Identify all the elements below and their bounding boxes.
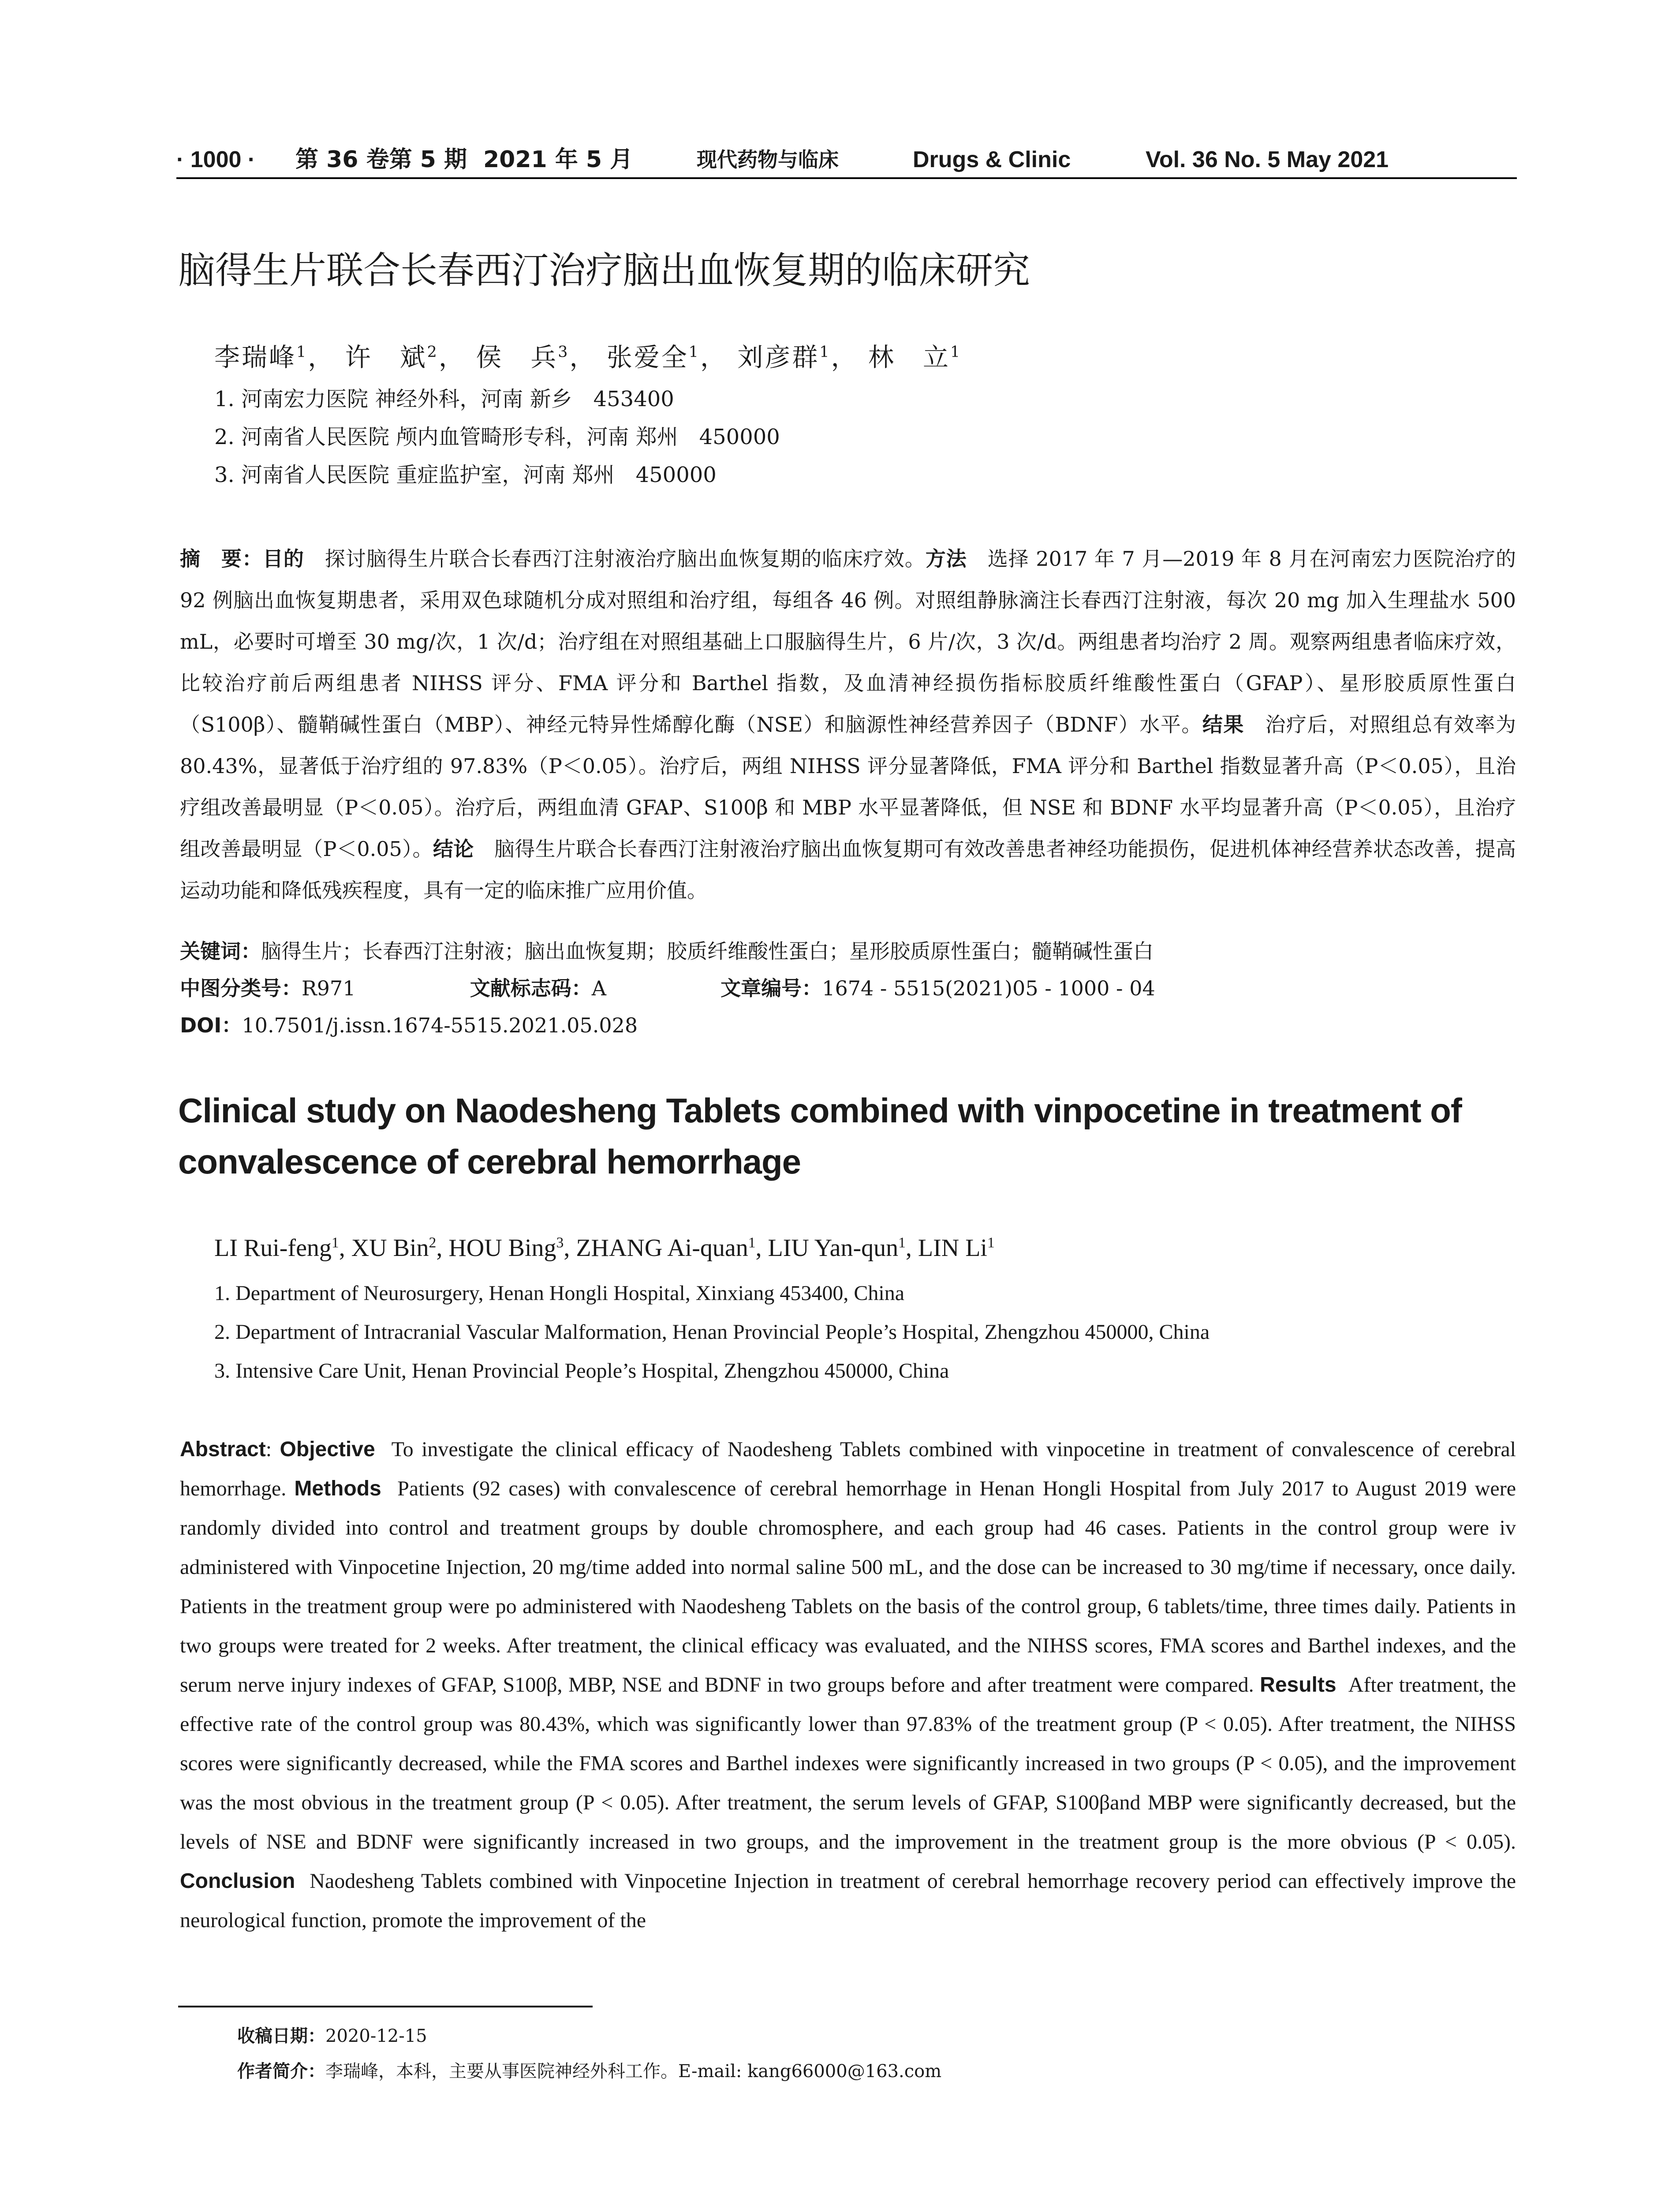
methods-label: 方法 bbox=[925, 547, 967, 571]
abstract-label: Abstract bbox=[180, 1438, 266, 1461]
footnote-rule bbox=[178, 2006, 593, 2007]
author-name: 李瑞峰 bbox=[214, 342, 297, 372]
doc-code-value: A bbox=[591, 976, 606, 1000]
methods-text: Patients (92 cases) with convalescence of cerebral hemorrhage in Henan Hongli Hospital from July 2017 to August 2019 were randomly divided into control and treatment groups by double chromosphere, and each group had 46 cases. Patients in the control group were iv administered with Vinpocetine Injection, 20 mg/time added into normal saline 500 mL, and the dose can be increased to 30 mg/time if necessary, once daily. Patients in the treatment group were po administered with Naodesheng Tablets on the basis of the control group, 6 tablets/time, three times daily. Patients in two groups were treated for 2 weeks. After treatment, the clinical efficacy was evaluated, and the NIHSS scores, FMA scores and Barthel indexes, and the serum nerve injury indexes of GFAP, S100β, MBP, NSE and BDNF in two groups before and after treatment were compared. bbox=[180, 1477, 1516, 1697]
author-affil-mark: 1 bbox=[331, 1234, 339, 1251]
author-name: 张爱全 bbox=[606, 342, 689, 372]
abstract-label: 摘 要： bbox=[180, 547, 263, 571]
objective-label: 目的 bbox=[262, 547, 304, 571]
footnote-received bbox=[237, 2022, 427, 2051]
article-number-label: 文章编号： bbox=[721, 976, 822, 1000]
author-name: XU Bin bbox=[351, 1234, 429, 1262]
author-affil-mark: 1 bbox=[898, 1234, 906, 1251]
author-name: 刘彦群 bbox=[737, 342, 820, 372]
results-label: Results bbox=[1260, 1673, 1337, 1697]
methods-label: Methods bbox=[294, 1477, 381, 1500]
author-affil-mark: 1 bbox=[987, 1234, 995, 1251]
author-name: ZHANG Ai-quan bbox=[576, 1234, 748, 1262]
results-text: 治疗后，对照组总有效率为 80.43%，显著低于治疗组的 97.83%（P＜0.05）。治疗后，两组 NIHSS 评分显著降低，FMA 评分和 Barthel 指数显著升高（P＜0.05），且治疗组改善最明显（P＜0.05）。治疗后，两组血清 GFAP、S100β 和 MBP 水平显著降低，但 NSE 和 BDNF 水平均显著升高（P＜0.05），且治疗组改善最明显（P＜0.05）。 bbox=[180, 713, 1516, 861]
conclusion-text: 脑得生片联合长春西汀注射液治疗脑出血恢复期可有效改善患者神经功能损伤，促进机体神经营养状态改善，提高运动功能和降低残疾程度，具有一定的临床推广应用价值。 bbox=[180, 837, 1516, 902]
footnote-author bbox=[237, 2057, 941, 2086]
date-cn: 2021 年 5 月 bbox=[483, 146, 633, 173]
author-affil-mark: 1 bbox=[819, 343, 831, 361]
affiliation-cn-1: 1. 河南宏力医院 神经外科，河南 新乡 453400 bbox=[214, 387, 674, 411]
author-list-cn: 李瑞峰$^1$， 许 斌$^2$， 侯 兵$^3$， 张爱全$^1$， 刘彦群$^1$， 林 立$^1$ bbox=[214, 342, 962, 372]
page-number: · 1000 · bbox=[176, 147, 256, 172]
affiliation-en-3: 3. Intensive Care Unit, Henan Provincial People’s Hospital, Zhengzhou 450000, China bbox=[214, 1359, 949, 1383]
abstract-cn bbox=[180, 538, 1516, 911]
objective-text: 探讨脑得生片联合长春西汀注射液治疗脑出血恢复期的临床疗效。 bbox=[325, 547, 926, 571]
article-title-en: Clinical study on Naodesheng Tablets combined with vinpocetine in treatment of convalescence of cerebral hemorrhage bbox=[178, 1091, 1462, 1181]
author-affil-mark: 2 bbox=[427, 343, 439, 361]
clc-value: R971 bbox=[302, 976, 356, 1000]
received-label: 收稿日期： bbox=[237, 2026, 325, 2046]
author-name: HOU Bing bbox=[448, 1234, 556, 1262]
results-label: 结果 bbox=[1202, 713, 1244, 736]
article-title-cn: 脑得生片联合长春西汀治疗脑出血恢复期的临床研究 bbox=[178, 249, 1030, 292]
affiliation-cn-3: 3. 河南省人民医院 重症监护室，河南 郑州 450000 bbox=[214, 463, 717, 487]
received-date: 2020-12-15 bbox=[325, 2026, 427, 2046]
author-name: 林 立 bbox=[868, 342, 950, 372]
affiliation-en-1: 1. Department of Neurosurgery, Henan Hongli Hospital, Xinxiang 453400, China bbox=[214, 1282, 905, 1305]
running-header bbox=[176, 142, 1517, 177]
author-affil-mark: 3 bbox=[556, 1234, 564, 1251]
conclusion-text: Naodesheng Tablets combined with Vinpocetine Injection in treatment of cerebral hemorrhage recovery period can effectively improve the neurological function, promote the improvement of the bbox=[180, 1869, 1516, 1932]
classification-line bbox=[180, 968, 1155, 1008]
affiliation-cn-2: 2. 河南省人民医院 颅内血管畸形专科，河南 郑州 450000 bbox=[214, 425, 780, 449]
author-name: LIU Yan-qun bbox=[768, 1234, 899, 1262]
conclusion-label: Conclusion bbox=[180, 1869, 295, 1893]
author-affil-mark: 2 bbox=[429, 1234, 437, 1251]
author-affil-mark: 1 bbox=[950, 343, 962, 361]
author-list-en: LI Rui-feng$^1$, XU Bin$^2$, HOU Bing$^3$, ZHANG Ai-quan$^1$, LIU Yan-qun$^1$, LIN Li$^1$ bbox=[214, 1234, 995, 1262]
author-name: LIN Li bbox=[918, 1234, 987, 1262]
conclusion-label: 结论 bbox=[433, 837, 474, 861]
author-affil-mark: 1 bbox=[296, 343, 308, 361]
journal-en: Drugs & Clinic bbox=[913, 147, 1071, 172]
header-rule bbox=[176, 177, 1517, 179]
abstract-en: Abstract: Objective To investigate the clinical efficacy of Naodesheng Tablets combined with vinpocetine in treatment of convalescence of cerebral hemorrhage. Methods Patients (92 cases) with convalescence of cerebral hemorrhage in Henan Hongli Hospital from July 2017 to August 2019 were randomly divided into control and treatment groups by double chromosphere, and each group had 46 cases. Patients in the control group were iv administered with Vinpocetine Injection, 20 mg/time added into normal saline 500 mL, and the dose can be increased to 30 mg/time if necessary, once daily. Patients in the treatment group were po administered with Naodesheng Tablets on the basis of the control group, 6 tablets/time, three times daily. Patients in two groups were treated for 2 weeks. After treatment, the clinical efficacy was evaluated, and the NIHSS scores, FMA scores and Barthel indexes, and the serum nerve injury indexes of GFAP, S100β, MBP, NSE and BDNF in two groups before and after treatment were compared. Results After treatment, the effective rate of the control group was 80.43%, which was significantly lower than 97.83% of the treatment group (P < 0.05). After treatment, the NIHSS scores were significantly decreased, while the FMA scores and Barthel indexes were significantly increased in two groups (P < 0.05), and the improvement was the most obvious in the treatment group (P < 0.05). After treatment, the serum levels of GFAP, S100βand MBP were significantly decreased, but the levels of NSE and BDNF were significantly increased in two groups, and the improvement in the treatment group is the more obvious (P < 0.05). Conclusion Naodesheng Tablets combined with Vinpocetine Injection in treatment of cerebral hemorrhage recovery period can effectively improve the neurological function, promote the improvement of the bbox=[180, 1438, 1516, 1932]
keywords-label: 关键词： bbox=[180, 939, 261, 963]
author-affil-mark: 3 bbox=[558, 343, 570, 361]
volume-cn: 第 36 卷第 5 期 bbox=[295, 146, 467, 173]
journal-cn: 现代药物与临床 bbox=[697, 148, 839, 172]
author-name: 许 斌 bbox=[345, 342, 427, 372]
results-text: After treatment, the effective rate of the control group was 80.43%, which was significantly lower than 97.83% of the treatment group (P < 0.05). After treatment, the NIHSS scores were significantly decreased, while the FMA scores and Barthel indexes were significantly increased in two groups (P < 0.05), and the improvement was the most obvious in the treatment group (P < 0.05). After treatment, the serum levels of GFAP, S100βand MBP were significantly decreased, but the levels of NSE and BDNF were significantly increased in two groups, and the improvement in the treatment group is the more obvious (P < 0.05). bbox=[180, 1673, 1516, 1854]
objective-text: To investigate the clinical efficacy of Naodesheng Tablets combined with vinpocetine in treatment of convalescence of cerebral hemorrhage. bbox=[180, 1438, 1516, 1500]
keywords-cn bbox=[180, 931, 1154, 971]
author-name: 侯 兵 bbox=[476, 342, 558, 372]
doi-line bbox=[180, 1005, 638, 1045]
doi-label: DOI： bbox=[180, 1013, 242, 1037]
affiliation-en-2: 2. Department of Intracranial Vascular Malformation, Henan Provincial People’s Hospital, Zhengzhou 450000, China bbox=[214, 1320, 1210, 1344]
objective-label: Objective bbox=[280, 1438, 375, 1461]
doc-code-label: 文献标志码： bbox=[470, 976, 592, 1000]
keywords-text: 脑得生片；长春西汀注射液；脑出血恢复期；胶质纤维酸性蛋白；星形胶质原性蛋白；髓鞘碱性蛋白 bbox=[261, 939, 1154, 963]
clc-label: 中图分类号： bbox=[180, 976, 302, 1000]
author-bio-label: 作者简介： bbox=[237, 2061, 325, 2082]
volume-en: Vol. 36 No. 5 May 2021 bbox=[1146, 147, 1389, 172]
author-bio-text: 李瑞峰，本科，主要从事医院神经外科工作。E-mail: kang66000@163.com bbox=[325, 2061, 942, 2082]
author-affil-mark: 1 bbox=[688, 343, 700, 361]
methods-text: 选择 2017 年 7 月—2019 年 8 月在河南宏力医院治疗的 92 例脑出血恢复期患者，采用双色球随机分成对照组和治疗组，每组各 46 例。对照组静脉滴注长春西汀注射液，每次 20 mg 加入生理盐水 500 mL，必要时可增至 30 mg/次，1 次/d；治疗组在对照组基础上口服脑得生片，6 片/次，3 次/d。两组患者均治疗 2 周。观察两组患者临床疗效，比较治疗前后两组患者 NIHSS 评分、FMA 评分和 Barthel 指数，及血清神经损伤指标胶质纤维酸性蛋白（GFAP）、星形胶质原性蛋白（S100β）、髓鞘碱性蛋白（MBP）、神经元特异性烯醇化酶（NSE）和脑源性神经营养因子（BDNF）水平。 bbox=[180, 547, 1516, 736]
author-name: LI Rui-feng bbox=[214, 1234, 332, 1262]
article-number-value: 1674 - 5515(2021)05 - 1000 - 04 bbox=[822, 976, 1155, 1000]
doi-value: 10.7501/j.issn.1674-5515.2021.05.028 bbox=[242, 1013, 638, 1037]
author-affil-mark: 1 bbox=[748, 1234, 756, 1251]
